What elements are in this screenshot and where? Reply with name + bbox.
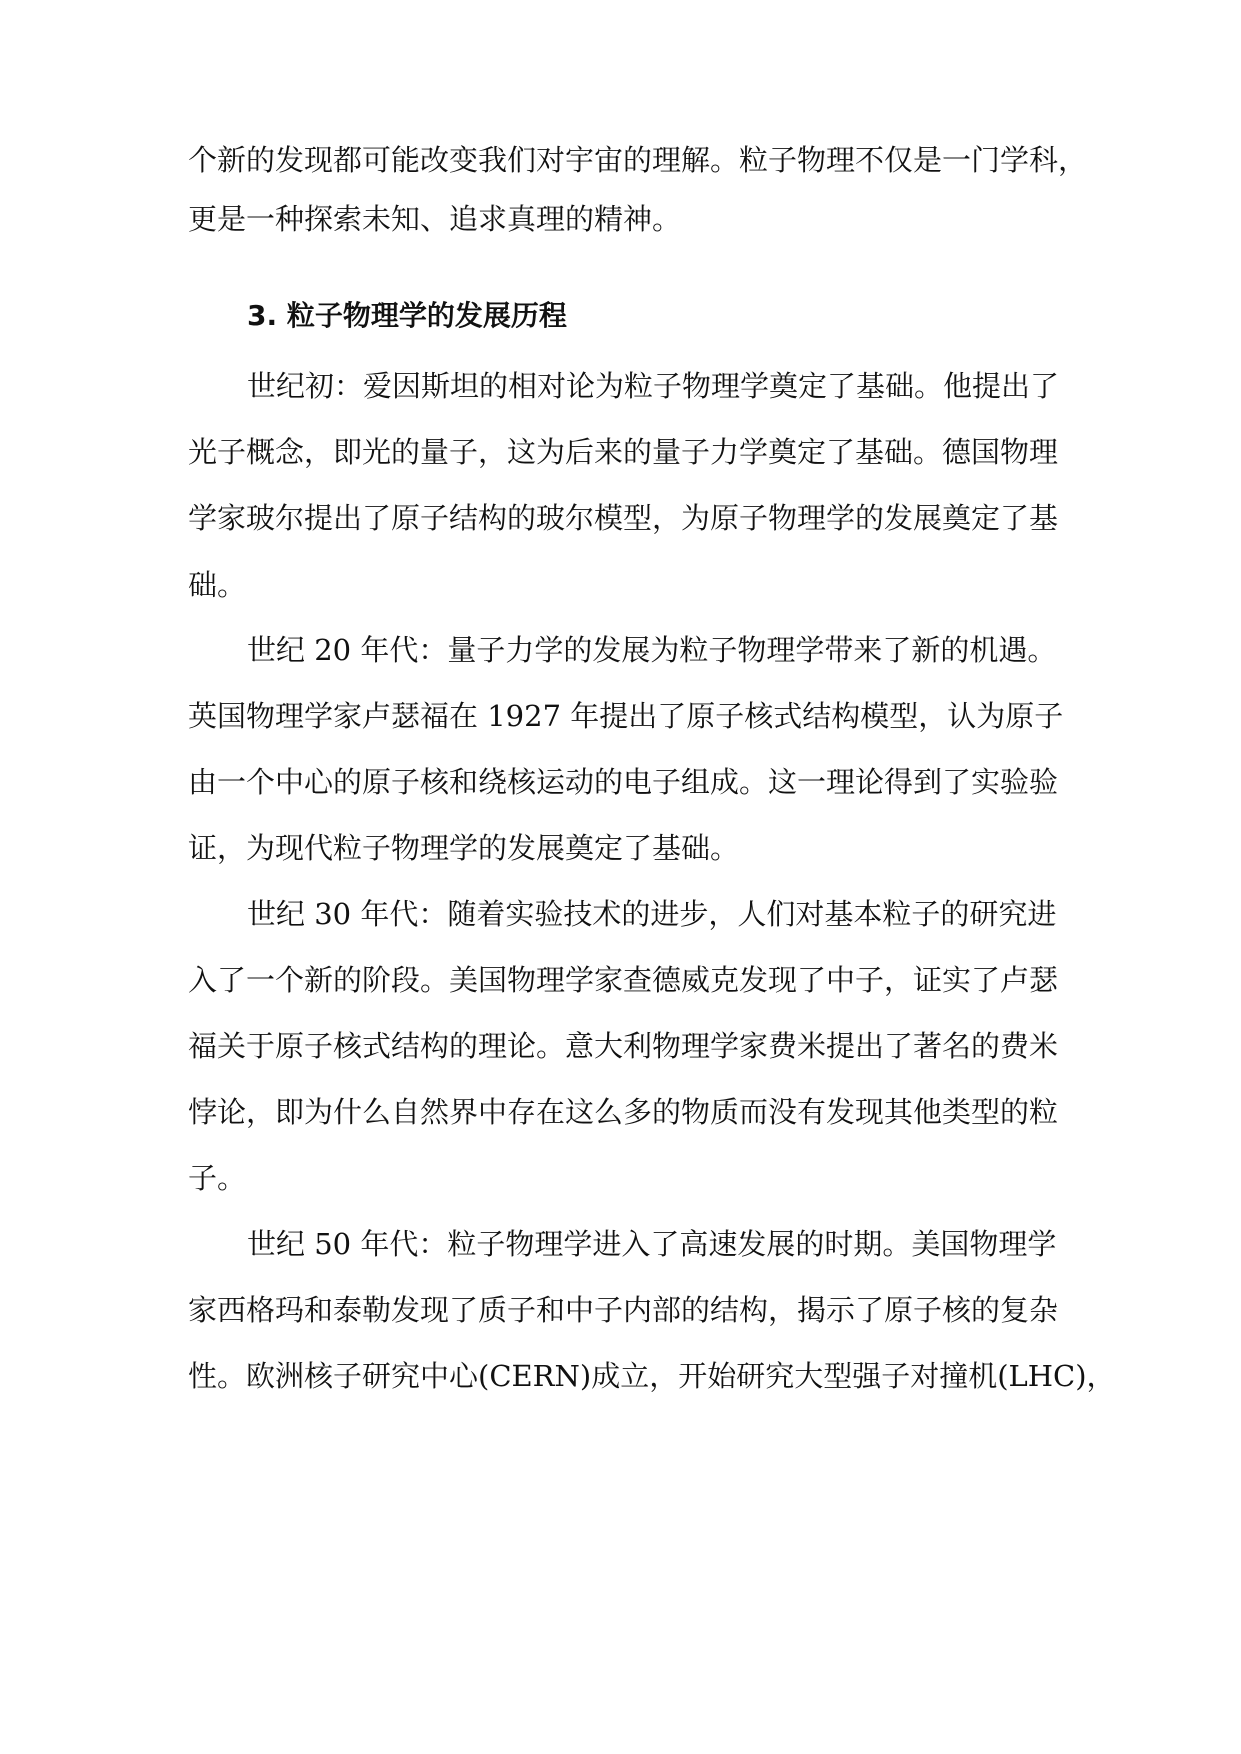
paragraph-line: 学家玻尔提出了原子结构的玻尔模型，为原子物理学的发展奠定了基 (188, 501, 1059, 535)
paragraph-line: 础。 (188, 568, 247, 602)
paragraph-line: 英国物理学家卢瑟福在 1927 年提出了原子核式结构模型，认为原子 (188, 699, 1064, 733)
paragraph-line: 世纪初：爱因斯坦的相对论为粒子物理学奠定了基础。他提出了 (247, 369, 1060, 403)
paragraph-line: 世纪 20 年代：量子力学的发展为粒子物理学带来了新的机遇。 (247, 633, 1057, 667)
paragraph-line: 由一个中心的原子核和绕核运动的电子组成。这一理论得到了实验验 (188, 765, 1059, 799)
paragraph-line: 悖论，即为什么自然界中存在这么多的物质而没有发现其他类型的粒 (188, 1095, 1059, 1129)
paragraph-line: 性。欧洲核子研究中心(CERN)成立，开始研究大型强子对撞机(LHC)， (188, 1359, 1116, 1393)
paragraph-line: 世纪 50 年代：粒子物理学进入了高速发展的时期。美国物理学 (247, 1227, 1057, 1261)
section-heading: 3. 粒子物理学的发展历程 (247, 299, 567, 332)
intro-line: 个新的发现都可能改变我们对宇宙的理解。粒子物理不仅是一门学科， (188, 143, 1088, 177)
intro-line: 更是一种探索未知、追求真理的精神。 (188, 202, 682, 236)
paragraph-line: 子。 (188, 1161, 247, 1195)
paragraph-line: 光子概念，即光的量子，这为后来的量子力学奠定了基础。德国物理 (188, 435, 1059, 469)
paragraph-line: 入了一个新的阶段。美国物理学家查德威克发现了中子，证实了卢瑟 (188, 963, 1059, 997)
paragraph-line: 家西格玛和泰勒发现了质子和中子内部的结构，揭示了原子核的复杂 (188, 1293, 1059, 1327)
paragraph-line: 福关于原子核式结构的理论。意大利物理学家费米提出了著名的费米 (188, 1029, 1059, 1063)
paragraph-line: 证，为现代粒子物理学的发展奠定了基础。 (188, 831, 740, 865)
paragraph-line: 世纪 30 年代：随着实验技术的进步，人们对基本粒子的研究进 (247, 897, 1057, 931)
